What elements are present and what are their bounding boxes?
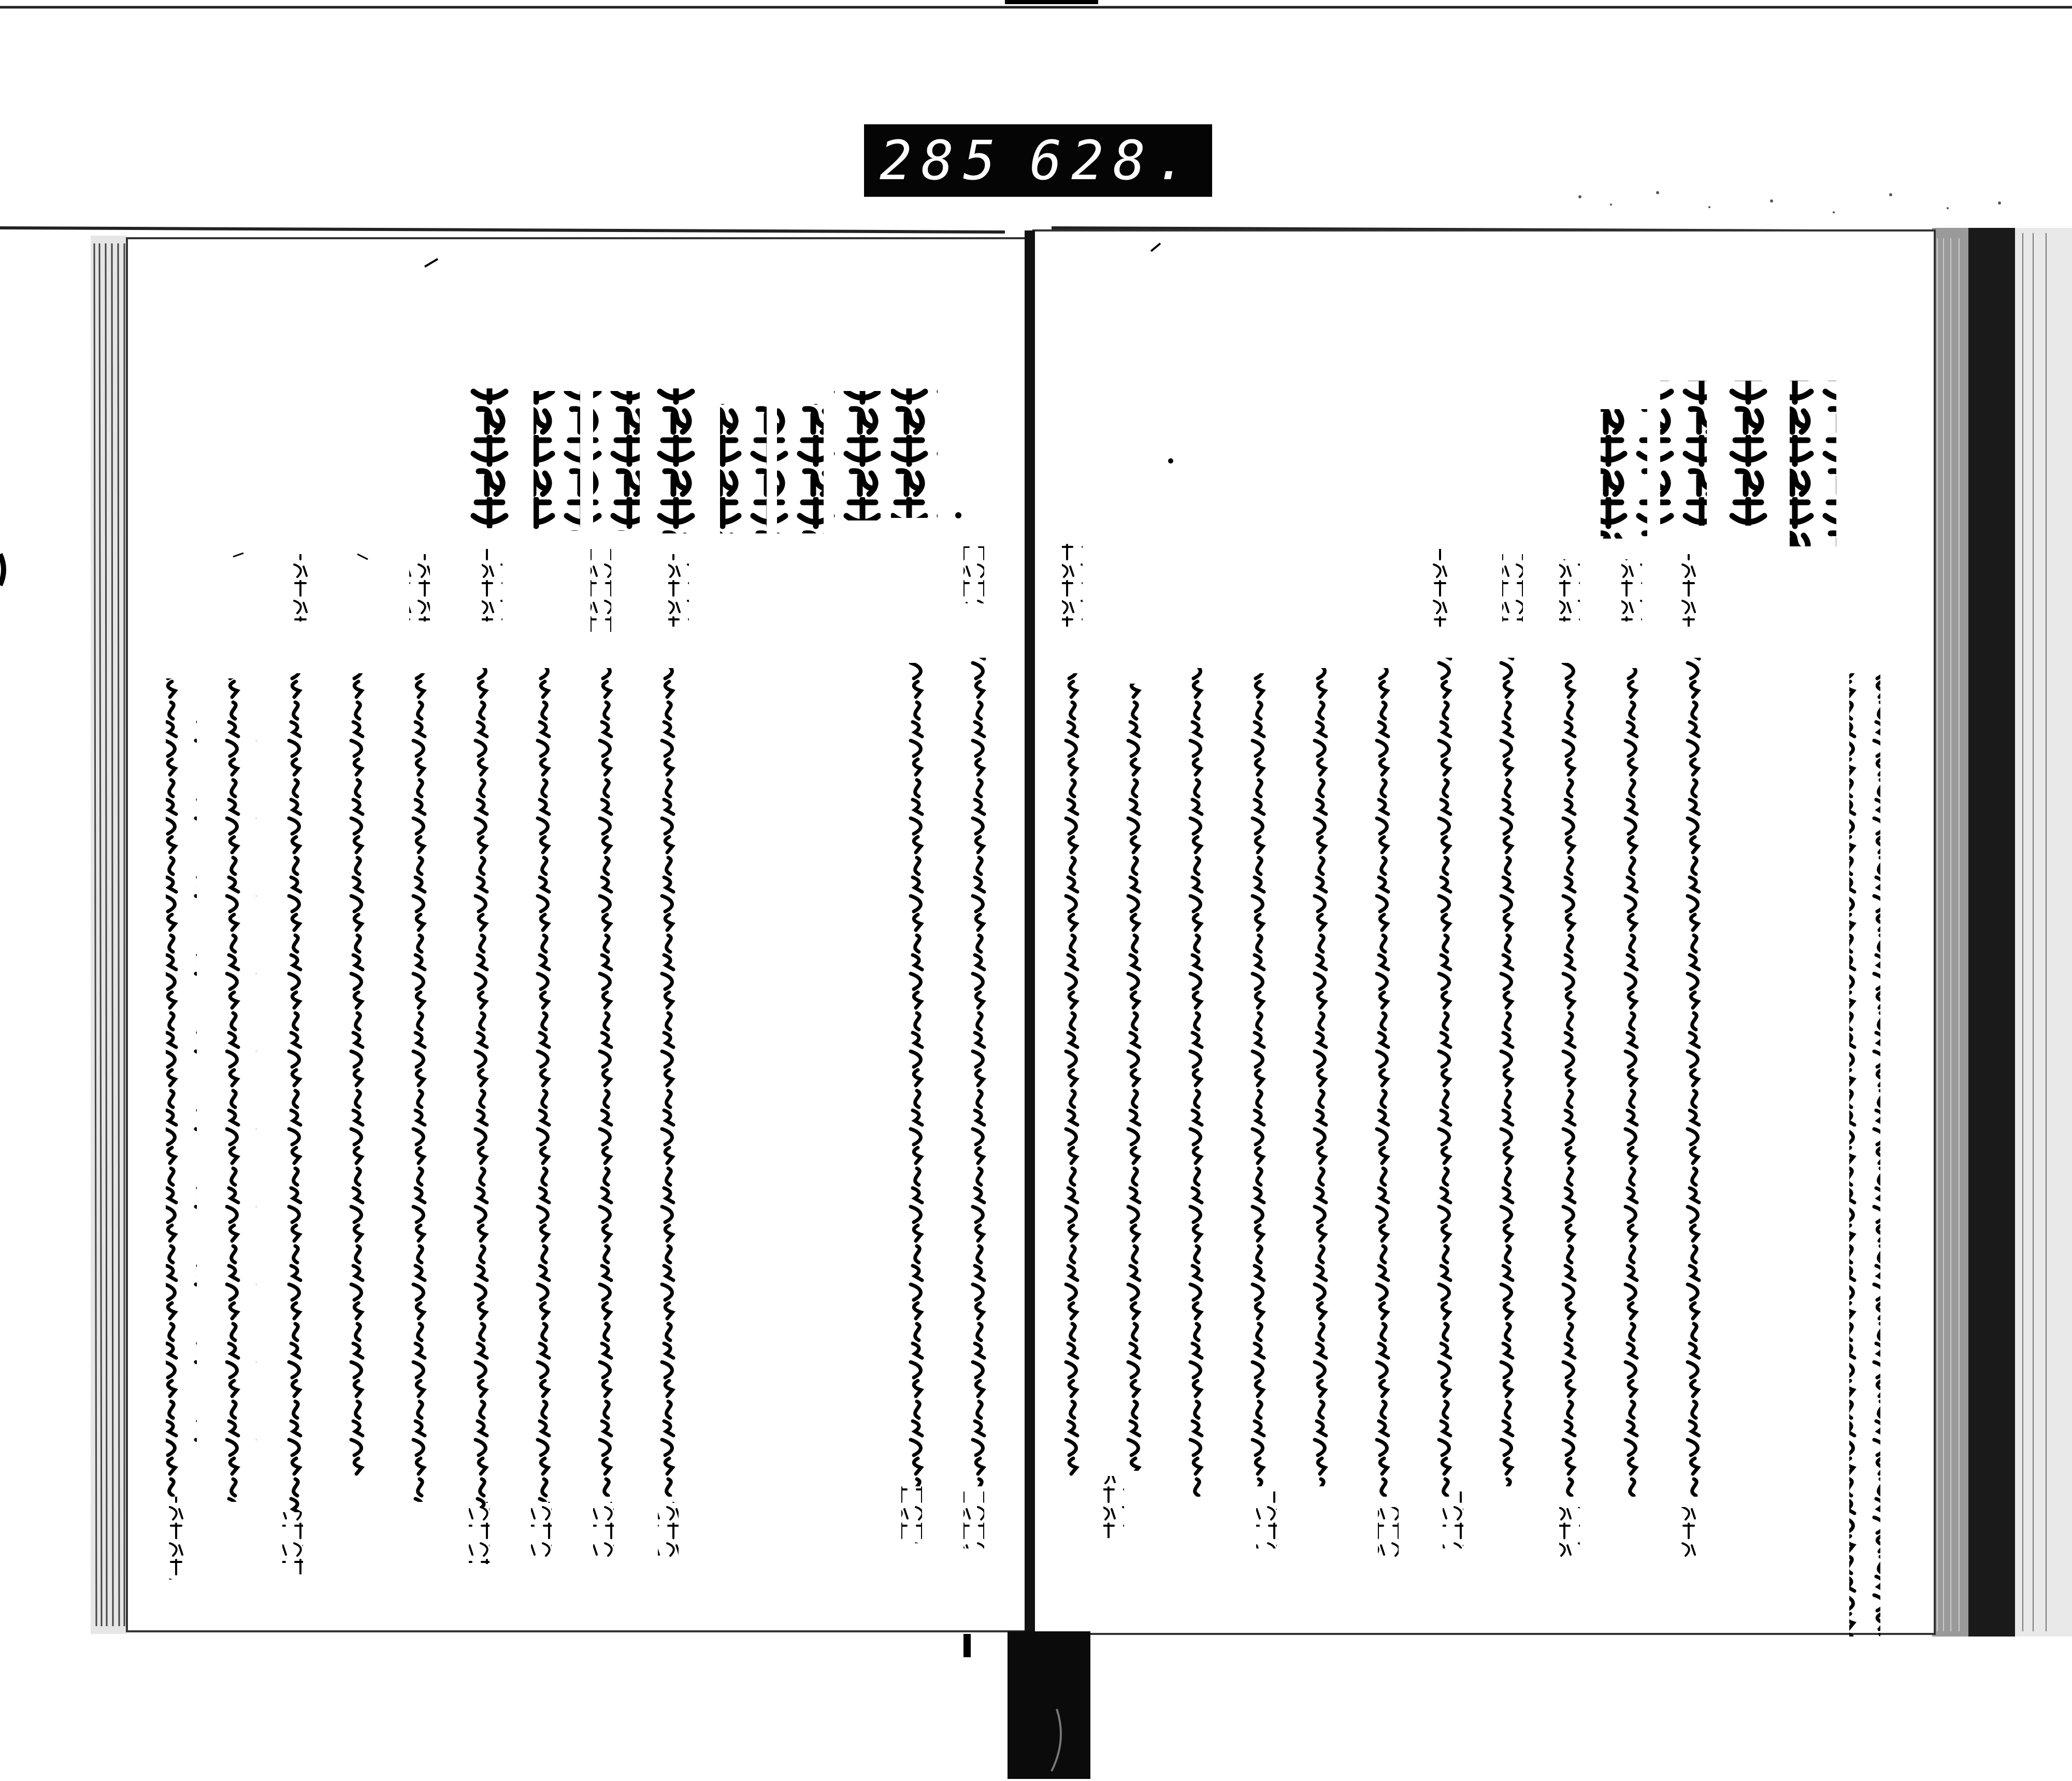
frame-number-left: 285 <box>880 129 1005 192</box>
frame-number-right: 628. <box>1029 129 1197 192</box>
frame-counter <box>864 124 1212 197</box>
